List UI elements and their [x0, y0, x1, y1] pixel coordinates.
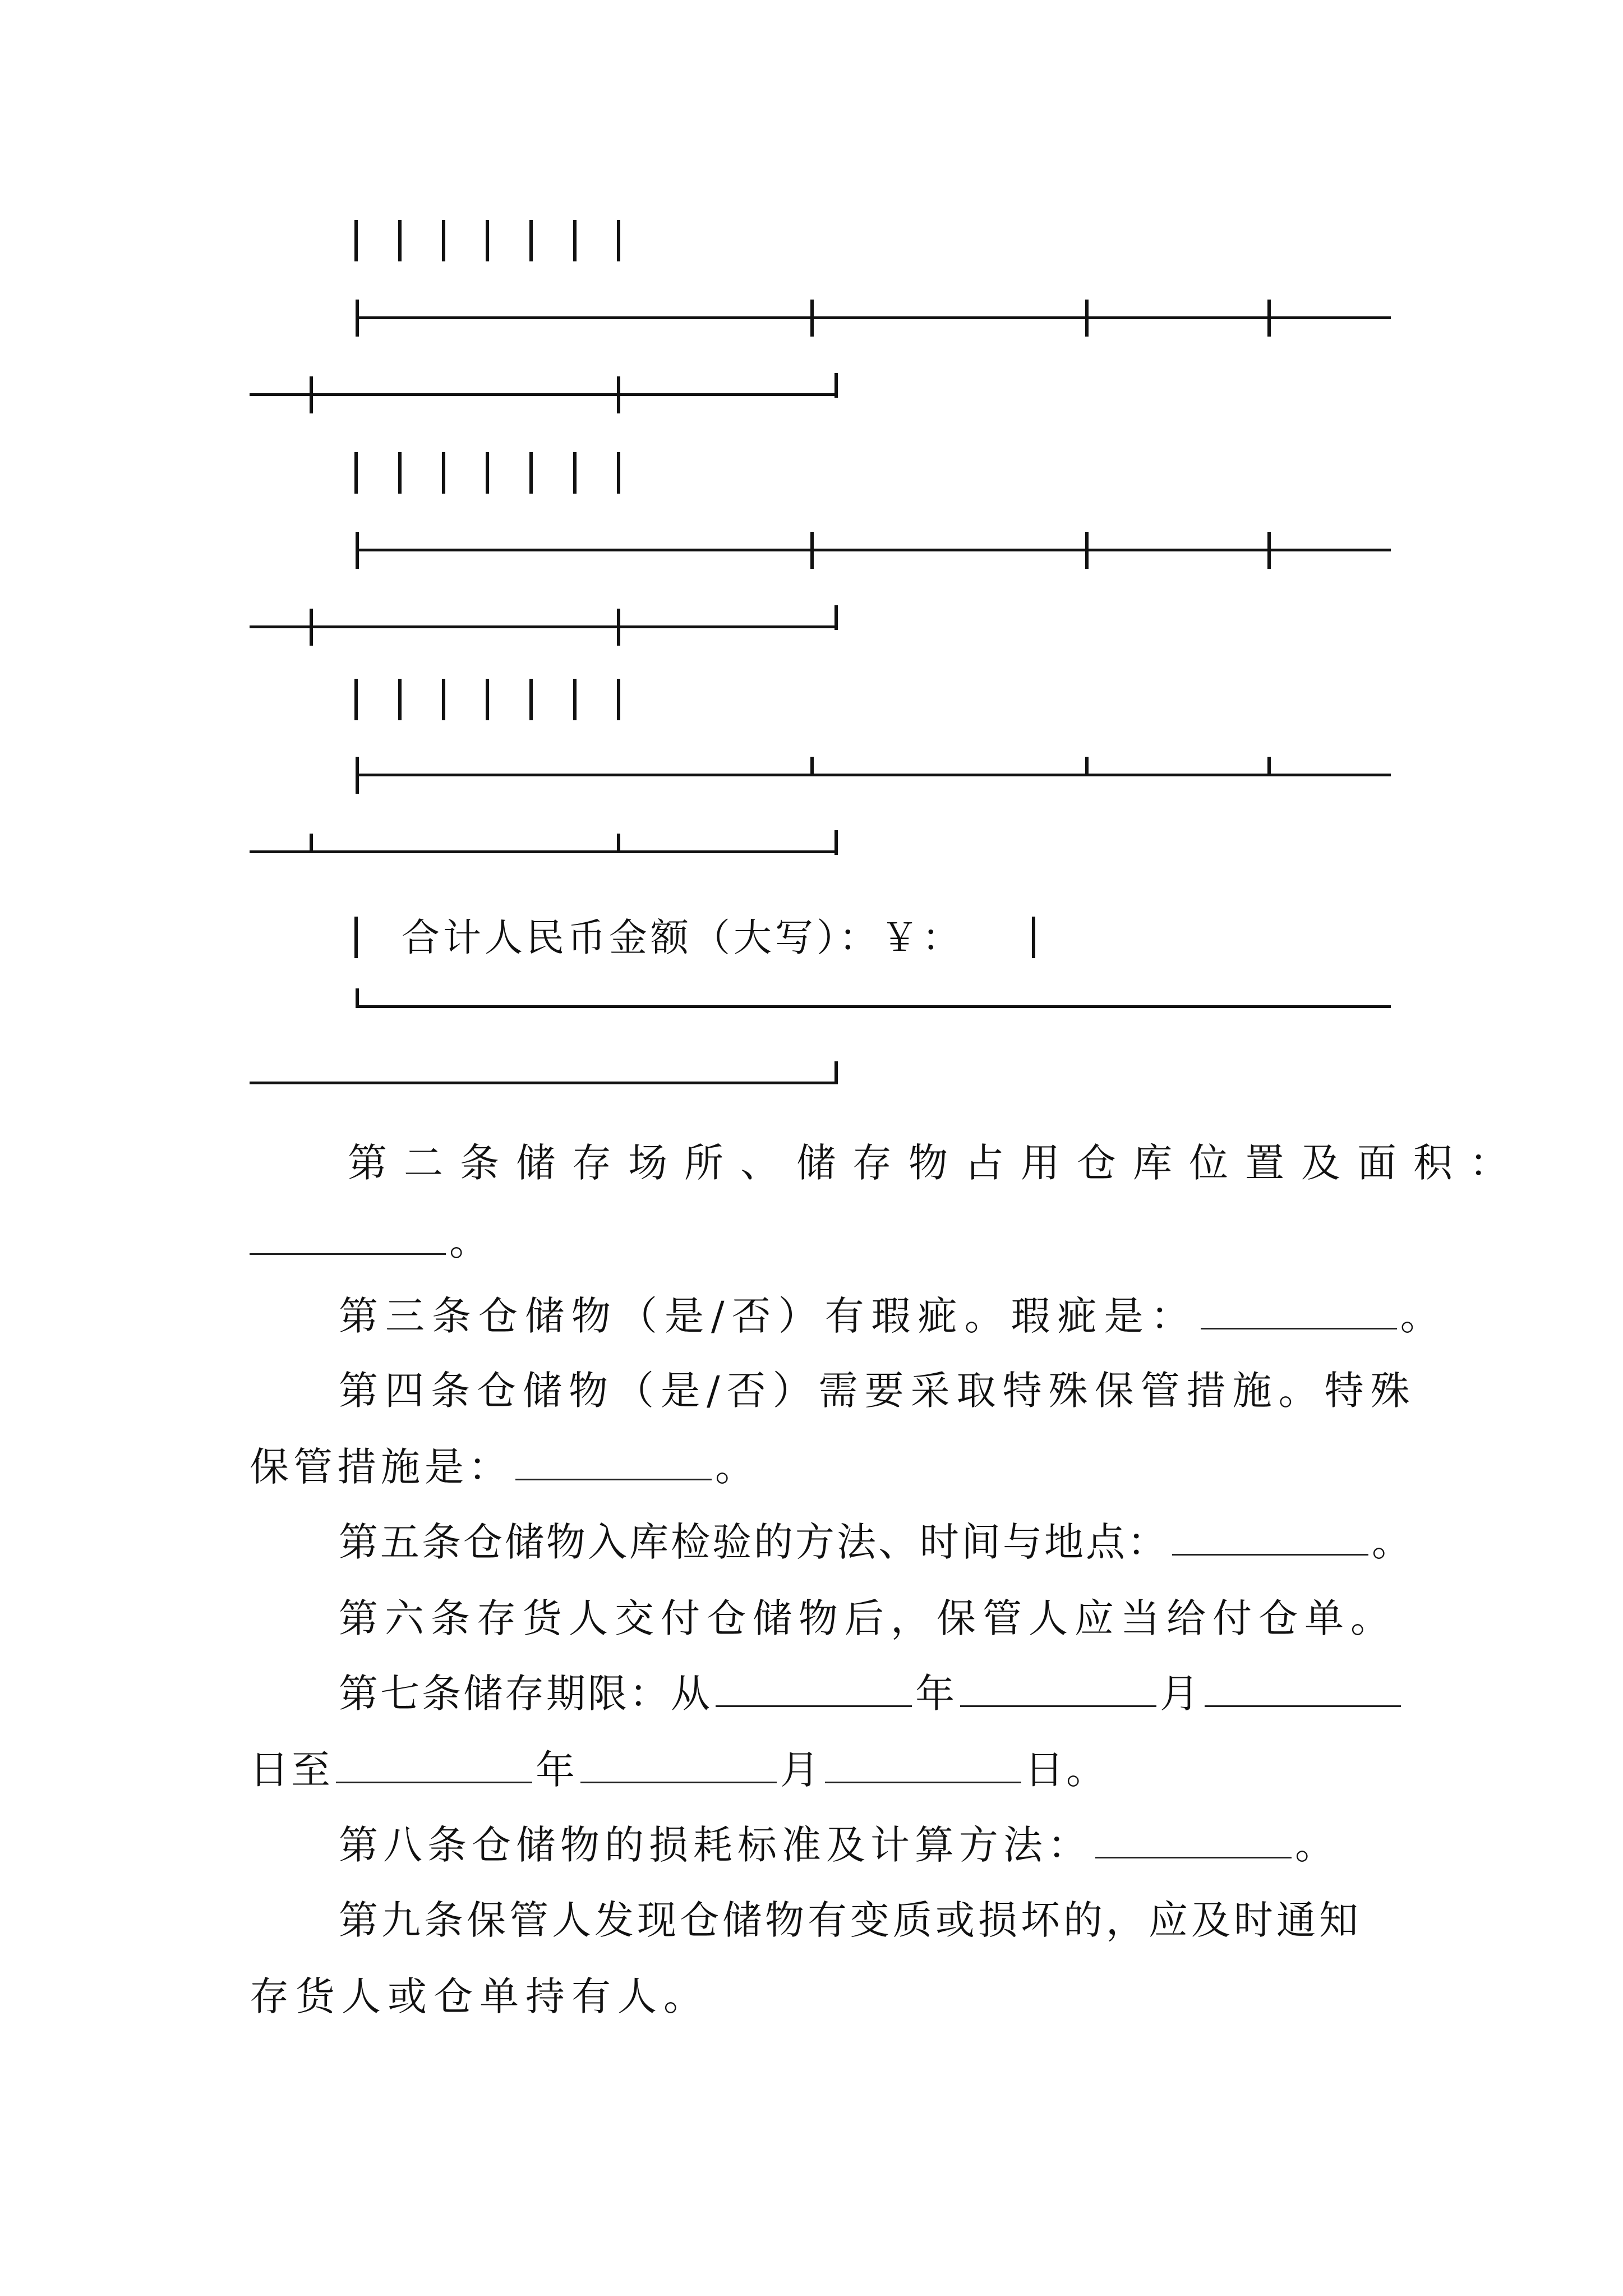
clause-3-text: 第三条仓储物（是/否）有瑕疵。瑕疵是：	[339, 1293, 1197, 1339]
clause-7-year-1: 年	[915, 1671, 957, 1717]
clause-4-end: 。	[715, 1444, 759, 1490]
start-month-blank[interactable]	[960, 1671, 1156, 1707]
table-cell-border	[486, 679, 489, 720]
table-joint	[834, 373, 838, 398]
clause-4-blank[interactable]	[515, 1444, 712, 1480]
clause-7-day: 日	[1025, 1747, 1066, 1793]
table-cell-border	[398, 220, 402, 261]
clause-9-text-2: 存货人或仓单持有人。	[250, 1973, 709, 2019]
clause-7-month-1: 月	[1160, 1671, 1201, 1717]
clause-2-text: 第二条储存场所、储存物占用仓库位置及面积：	[348, 1140, 1525, 1186]
clause-7-day-to: 日至	[250, 1747, 333, 1793]
clause-9-line-1	[339, 1895, 1362, 1945]
table-corner	[356, 988, 359, 1008]
clause-4-text-1: 第四条仓储物（是/否）需要采取特殊保管措施。特殊	[339, 1368, 1417, 1414]
table-joint	[834, 830, 838, 855]
clause-8-blank[interactable]	[1095, 1822, 1292, 1858]
clause-5-line	[339, 1517, 1413, 1567]
table-joint	[810, 300, 814, 337]
table-joint	[1267, 300, 1271, 337]
clause-4-line-2	[250, 1442, 759, 1492]
table-joint	[1085, 757, 1089, 776]
table-cell-border	[529, 452, 533, 494]
clause-4-line-1	[339, 1365, 1417, 1416]
table-joint	[617, 376, 620, 413]
table-corner	[834, 1061, 838, 1084]
table-cell-border	[573, 220, 577, 261]
clause-8-end: 。	[1295, 1822, 1339, 1868]
table-joint	[1085, 532, 1089, 569]
clause-4-text-2: 保管措施是：	[250, 1444, 512, 1490]
table-joint	[1085, 300, 1089, 337]
clause-9-line-2	[250, 1971, 709, 2022]
table-row-border	[250, 625, 836, 628]
table-cell-border	[573, 452, 577, 494]
table-joint	[810, 757, 814, 776]
table-row-border	[357, 774, 1391, 776]
table-joint	[310, 376, 313, 413]
clause-5-end: 。	[1372, 1519, 1413, 1565]
table-row-border	[357, 549, 1391, 551]
table-cell-border	[354, 220, 358, 261]
table-joint	[1267, 757, 1271, 776]
table-cell-border	[617, 220, 620, 261]
clause-5-text: 第五条仓储物入库检验的方法、时间与地点：	[339, 1519, 1169, 1565]
table-cell-border	[442, 452, 445, 494]
table-row-border	[357, 316, 1391, 319]
table-cell-border	[529, 679, 533, 720]
table-bottom-border	[250, 1082, 836, 1084]
clause-7-prefix: 第七条储存期限：从	[339, 1671, 712, 1717]
table-cell-border	[354, 917, 358, 958]
table-row-border	[250, 393, 836, 396]
table-joint	[810, 532, 814, 569]
start-year-blank[interactable]	[716, 1671, 912, 1707]
total-amount-label: 合计人民币金额（大写）：￥：	[402, 916, 964, 960]
clause-6-text: 第六条存货人交付仓储物后，保管人应当给付仓单。	[339, 1595, 1396, 1641]
clause-8-line	[339, 1820, 1339, 1870]
clause-2-line-2	[250, 1216, 493, 1267]
clause-7-line-1	[339, 1668, 1404, 1719]
clause-2-end: 。	[449, 1218, 493, 1264]
table-joint	[1267, 532, 1271, 569]
clause-7-year-2: 年	[536, 1747, 577, 1793]
clause-2-line-1	[348, 1138, 1525, 1188]
clause-7-line-2	[250, 1745, 1108, 1795]
table-cell-border	[398, 452, 402, 494]
clause-3-blank[interactable]	[1201, 1293, 1397, 1329]
table-bottom-border	[357, 1005, 1391, 1008]
table-joint	[310, 834, 313, 853]
end-day-blank[interactable]	[825, 1747, 1021, 1783]
table-joint	[356, 300, 359, 337]
table-cell-border	[354, 452, 358, 494]
clause-8-text: 第八条仓储物的损耗标准及计算方法：	[339, 1822, 1092, 1868]
table-cell-border	[617, 679, 620, 720]
table-joint	[310, 609, 313, 646]
end-month-blank[interactable]	[580, 1747, 777, 1783]
clause-6-line	[339, 1593, 1396, 1644]
table-cell-border	[442, 679, 445, 720]
table-joint	[834, 605, 838, 630]
table-cell-border	[529, 220, 533, 261]
clause-5-blank[interactable]	[1172, 1519, 1368, 1556]
table-cell-border	[617, 452, 620, 494]
table-cell-border	[486, 220, 489, 261]
table-cell-border	[442, 220, 445, 261]
clause-7-end: 。	[1066, 1747, 1108, 1793]
table-cell-border	[398, 679, 402, 720]
clause-3-line	[339, 1291, 1447, 1341]
table-cell-border	[486, 452, 489, 494]
clause-3-end: 。	[1400, 1293, 1447, 1339]
end-year-blank[interactable]	[336, 1747, 532, 1783]
table-joint	[356, 532, 359, 569]
table-cell-border	[573, 679, 577, 720]
table-joint	[617, 609, 620, 646]
clause-2-blank[interactable]	[250, 1218, 446, 1255]
table-row-border	[250, 850, 836, 853]
table-cell-border	[1032, 917, 1035, 958]
table-joint	[356, 757, 359, 794]
clause-7-month-2: 月	[780, 1747, 822, 1793]
table-cell-border	[354, 679, 358, 720]
table-joint	[617, 834, 620, 853]
start-day-blank[interactable]	[1205, 1671, 1401, 1707]
clause-9-text-1: 第九条保管人发现仓储物有变质或损坏的，应及时通知	[339, 1897, 1362, 1943]
